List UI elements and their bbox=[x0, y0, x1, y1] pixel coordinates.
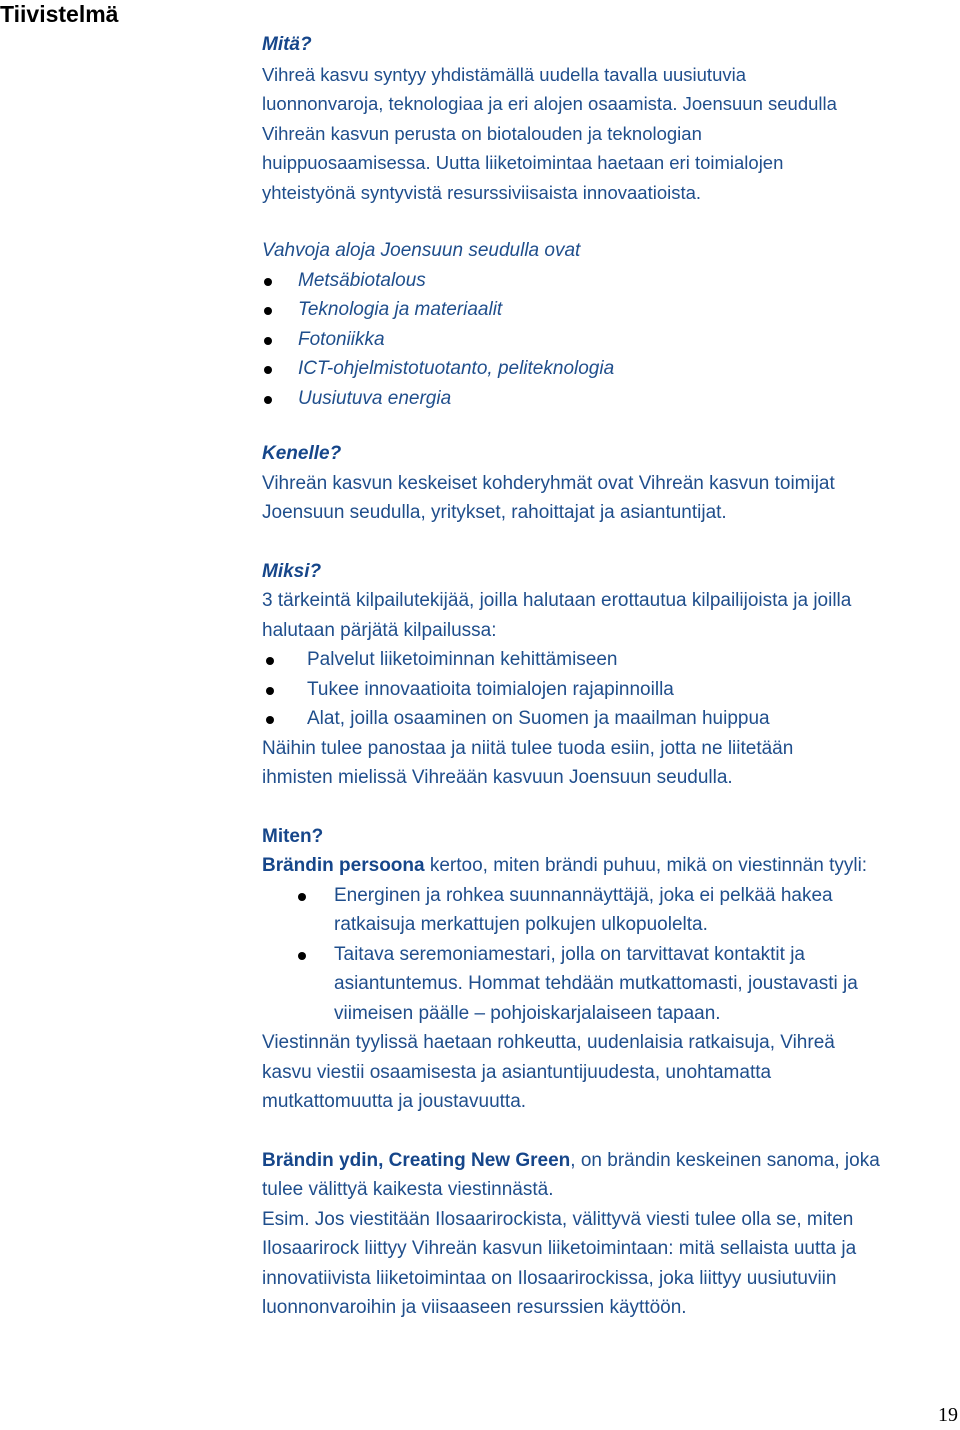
example-line: Ilosaarirock liittyy Vihreän kasvun liiketoimintaan: mitä sellaista uutta ja bbox=[262, 1238, 857, 1259]
list-item-text: Tukee innovaatioita toimialojen rajapinnoilla bbox=[307, 678, 674, 700]
list-item-line: ratkaisuja merkattujen polkujen ulkopuolelta. bbox=[334, 914, 708, 935]
bullet-icon bbox=[264, 396, 272, 404]
list-item-text: Teknologia ja materiaalit bbox=[298, 299, 503, 320]
list-item bbox=[262, 675, 960, 705]
kenelle-line: Vihreän kasvun keskeiset kohderyhmät ovat Vihreän kasvun toimijat bbox=[262, 472, 835, 494]
miksi-intro-line: 3 tärkeintä kilpailutekijää, joilla halutaan erottautua kilpailijoista ja joilla bbox=[262, 590, 852, 611]
kenelle-line: Joensuun seudulla, yritykset, rahoittajat ja asiantuntijat. bbox=[262, 502, 727, 523]
spacer bbox=[262, 207, 960, 236]
example-line: luonnonvaroihin ja viisaaseen resurssien käyttöön. bbox=[262, 1297, 687, 1318]
mita-paragraph bbox=[262, 60, 960, 208]
persona-bold: Brändin persoona bbox=[262, 855, 425, 876]
list-item-text: Fotoniikka bbox=[298, 328, 385, 350]
list-item-text: Palvelut liiketoiminnan kehittämiseen bbox=[307, 649, 618, 670]
list-item-line: Energinen ja rohkea suunnannäyttäjä, joka ei pelkää hakea bbox=[334, 884, 833, 906]
spacer bbox=[262, 1117, 960, 1146]
mita-line: yhteistyönä syntyvistä resurssiviisaista innovaatioista. bbox=[262, 181, 702, 203]
style-line: kasvu viestii osaamisesta ja asiantuntijuudesta, unohtamatta bbox=[262, 1061, 772, 1083]
spacer bbox=[262, 528, 960, 557]
mita-line: Vihreä kasvu syntyy yhdistämällä uudella tavalla uusiutuvia bbox=[262, 63, 747, 85]
bullet-icon bbox=[264, 278, 272, 286]
miksi-outro-line: Näihin tulee panostaa ja niitä tulee tuoda esiin, jotta ne liitetään bbox=[262, 737, 794, 759]
list-item-text: Metsäbiotalous bbox=[298, 269, 426, 291]
list-item bbox=[262, 645, 960, 675]
miksi-intro-line: halutaan pärjätä kilpailussa: bbox=[262, 619, 497, 641]
spacer bbox=[262, 413, 960, 439]
bullet-icon bbox=[266, 687, 274, 695]
heading-mita: Mitä? bbox=[262, 34, 312, 55]
bullet-icon bbox=[298, 952, 306, 960]
mita-line: luonnonvaroja, teknologiaa ja eri alojen osaamista. Joensuun seudulla bbox=[262, 93, 837, 114]
core-line-2: tulee välittyä kaikesta viestinnästä. bbox=[262, 1179, 554, 1200]
persona-rest: kertoo, miten brändi puhuu, mikä on viestinnän tyyli: bbox=[424, 855, 868, 876]
list-item-text: ICT-ohjelmistotuotanto, peliteknologia bbox=[298, 358, 615, 379]
competitive-factors-list bbox=[262, 645, 960, 734]
page-title: Tiivistelmä bbox=[0, 1, 119, 27]
list-item bbox=[262, 295, 960, 325]
bullet-icon bbox=[266, 716, 274, 724]
list-item bbox=[262, 940, 960, 1029]
bullet-icon bbox=[264, 307, 272, 315]
list-item bbox=[262, 384, 960, 414]
list-item bbox=[262, 704, 960, 734]
persona-list bbox=[262, 881, 960, 1029]
style-line: Viestinnän tyylissä haetaan rohkeutta, uudenlaisia ratkaisuja, Vihreä bbox=[262, 1032, 835, 1053]
bullet-icon bbox=[298, 893, 306, 901]
heading-miten: Miten? bbox=[262, 825, 324, 847]
list-item-line: asiantuntemus. Hommat tehdään mutkattomasti, joustavasti ja bbox=[334, 973, 858, 994]
persona-line bbox=[262, 851, 960, 881]
heading-kenelle: Kenelle? bbox=[262, 443, 342, 464]
core-rest: , on brändin keskeinen sanoma, joka bbox=[570, 1149, 880, 1171]
list-item bbox=[262, 354, 960, 384]
bullet-icon bbox=[264, 366, 272, 374]
summary-content bbox=[262, 30, 960, 1323]
list-item-line: viimeisen päälle – pohjoiskarjalaiseen tapaan. bbox=[334, 1002, 721, 1024]
page-number: 19 bbox=[938, 1404, 958, 1426]
list-item bbox=[262, 881, 960, 940]
style-line: mutkattomuutta ja joustavuutta. bbox=[262, 1091, 527, 1112]
bullet-icon bbox=[264, 337, 272, 345]
strong-fields-list bbox=[262, 266, 960, 414]
miksi-outro-line: ihmisten mielissä Vihreään kasvuun Joensuun seudulla. bbox=[262, 767, 733, 788]
list-item-text: Alat, joilla osaaminen on Suomen ja maailman huippua bbox=[307, 708, 770, 729]
list-item bbox=[262, 266, 960, 296]
bullet-icon bbox=[266, 657, 274, 665]
mita-line: huippuosaamisessa. Uutta liiketoimintaa haetaan eri toimialojen bbox=[262, 152, 784, 173]
example-line: innovatiivista liiketoimintaa on Ilosaarirockissa, joka liittyy uusiutuviin bbox=[262, 1267, 837, 1289]
core-line bbox=[262, 1146, 960, 1176]
mita-line: Vihreän kasvun perusta on biotalouden ja teknologian bbox=[262, 122, 702, 144]
example-line: Esim. Jos viestitään Ilosaarirockista, välittyvä viesti tulee olla se, miten bbox=[262, 1208, 854, 1230]
spacer bbox=[262, 793, 960, 822]
list-item-line: Taitava seremoniamestari, jolla on tarvittavat kontaktit ja bbox=[334, 943, 805, 965]
strong-fields-intro: Vahvoja aloja Joensuun seudulla ovat bbox=[262, 240, 581, 261]
list-item-text: Uusiutuva energia bbox=[298, 387, 452, 409]
list-item bbox=[262, 325, 960, 355]
heading-miksi: Miksi? bbox=[262, 560, 322, 582]
core-bold: Brändin ydin, Creating New Green bbox=[262, 1149, 571, 1171]
